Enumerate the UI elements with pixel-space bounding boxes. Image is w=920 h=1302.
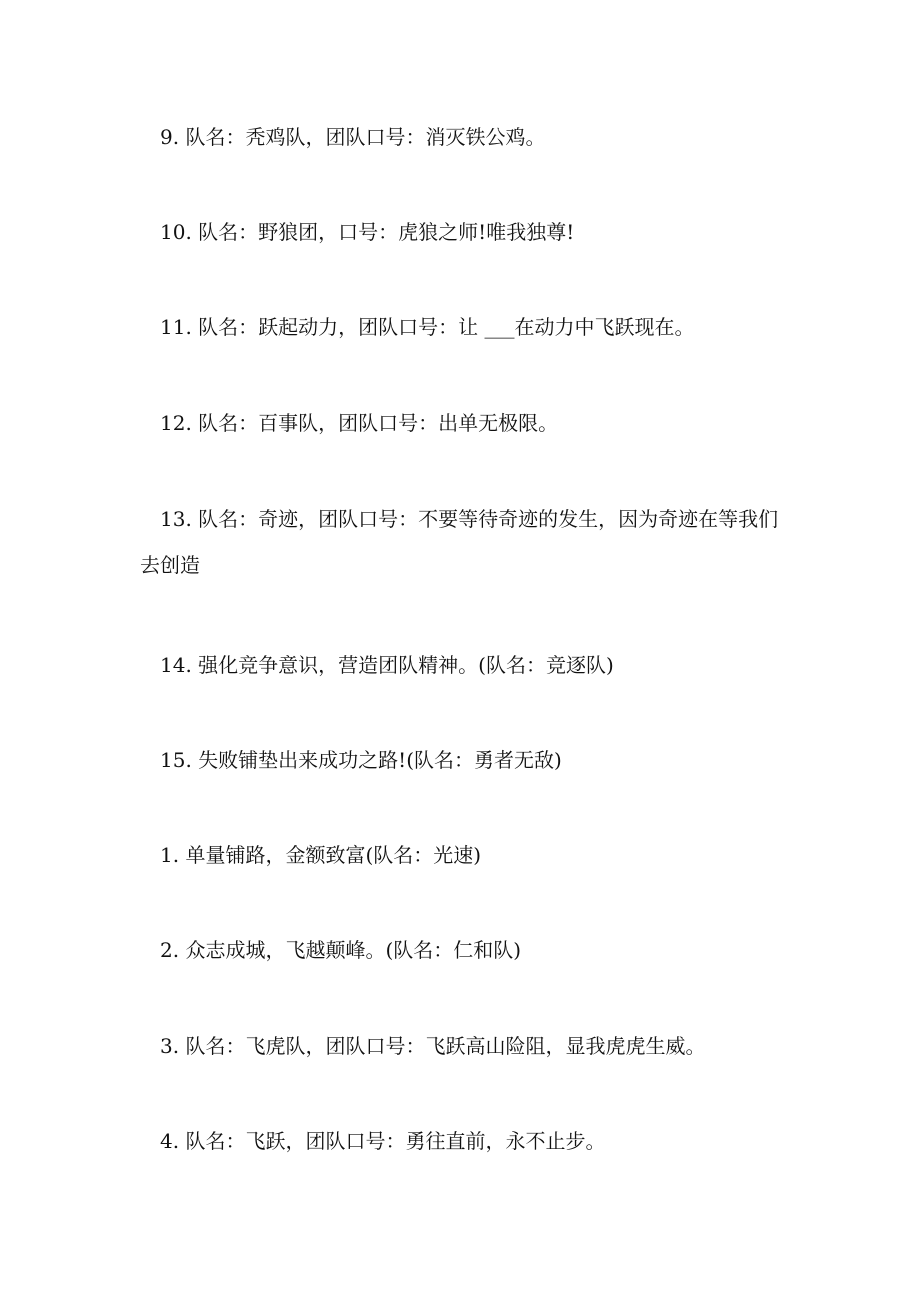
- paragraph-item-4: 4. 队名：飞跃，团队口号：勇往直前，永不止步。: [160, 1129, 606, 1153]
- paragraph-item-15: 15. 失败铺垫出来成功之路!(队名：勇者无敌): [160, 748, 562, 772]
- paragraph-item-12: 12. 队名：百事队，团队口号：出单无极限。: [160, 411, 559, 435]
- paragraph-item-2: 2. 众志成城，飞越颠峰。(队名：仁和队): [160, 938, 522, 962]
- paragraph-item-14: 14. 强化竞争意识，营造团队精神。(队名：竞逐队): [160, 653, 614, 677]
- paragraph-item-1: 1. 单量铺路，金额致富(队名：光速): [160, 843, 482, 867]
- paragraph-item-3: 3. 队名：飞虎队，团队口号：飞跃高山险阻，显我虎虎生威。: [160, 1034, 706, 1058]
- paragraph-item-10: 10. 队名：野狼团，口号：虎狼之师!唯我独尊!: [160, 220, 575, 244]
- paragraph-item-13: 13. 队名：奇迹，团队口号：不要等待奇迹的发生，因为奇迹在等我们去创造: [140, 507, 779, 577]
- paragraph-item-9: 9. 队名：秃鸡队，团队口号：消灭铁公鸡。: [160, 125, 546, 149]
- paragraph-item-11: 11. 队名：跃起动力，团队口号：让 ___在动力中飞跃现在。: [160, 315, 695, 339]
